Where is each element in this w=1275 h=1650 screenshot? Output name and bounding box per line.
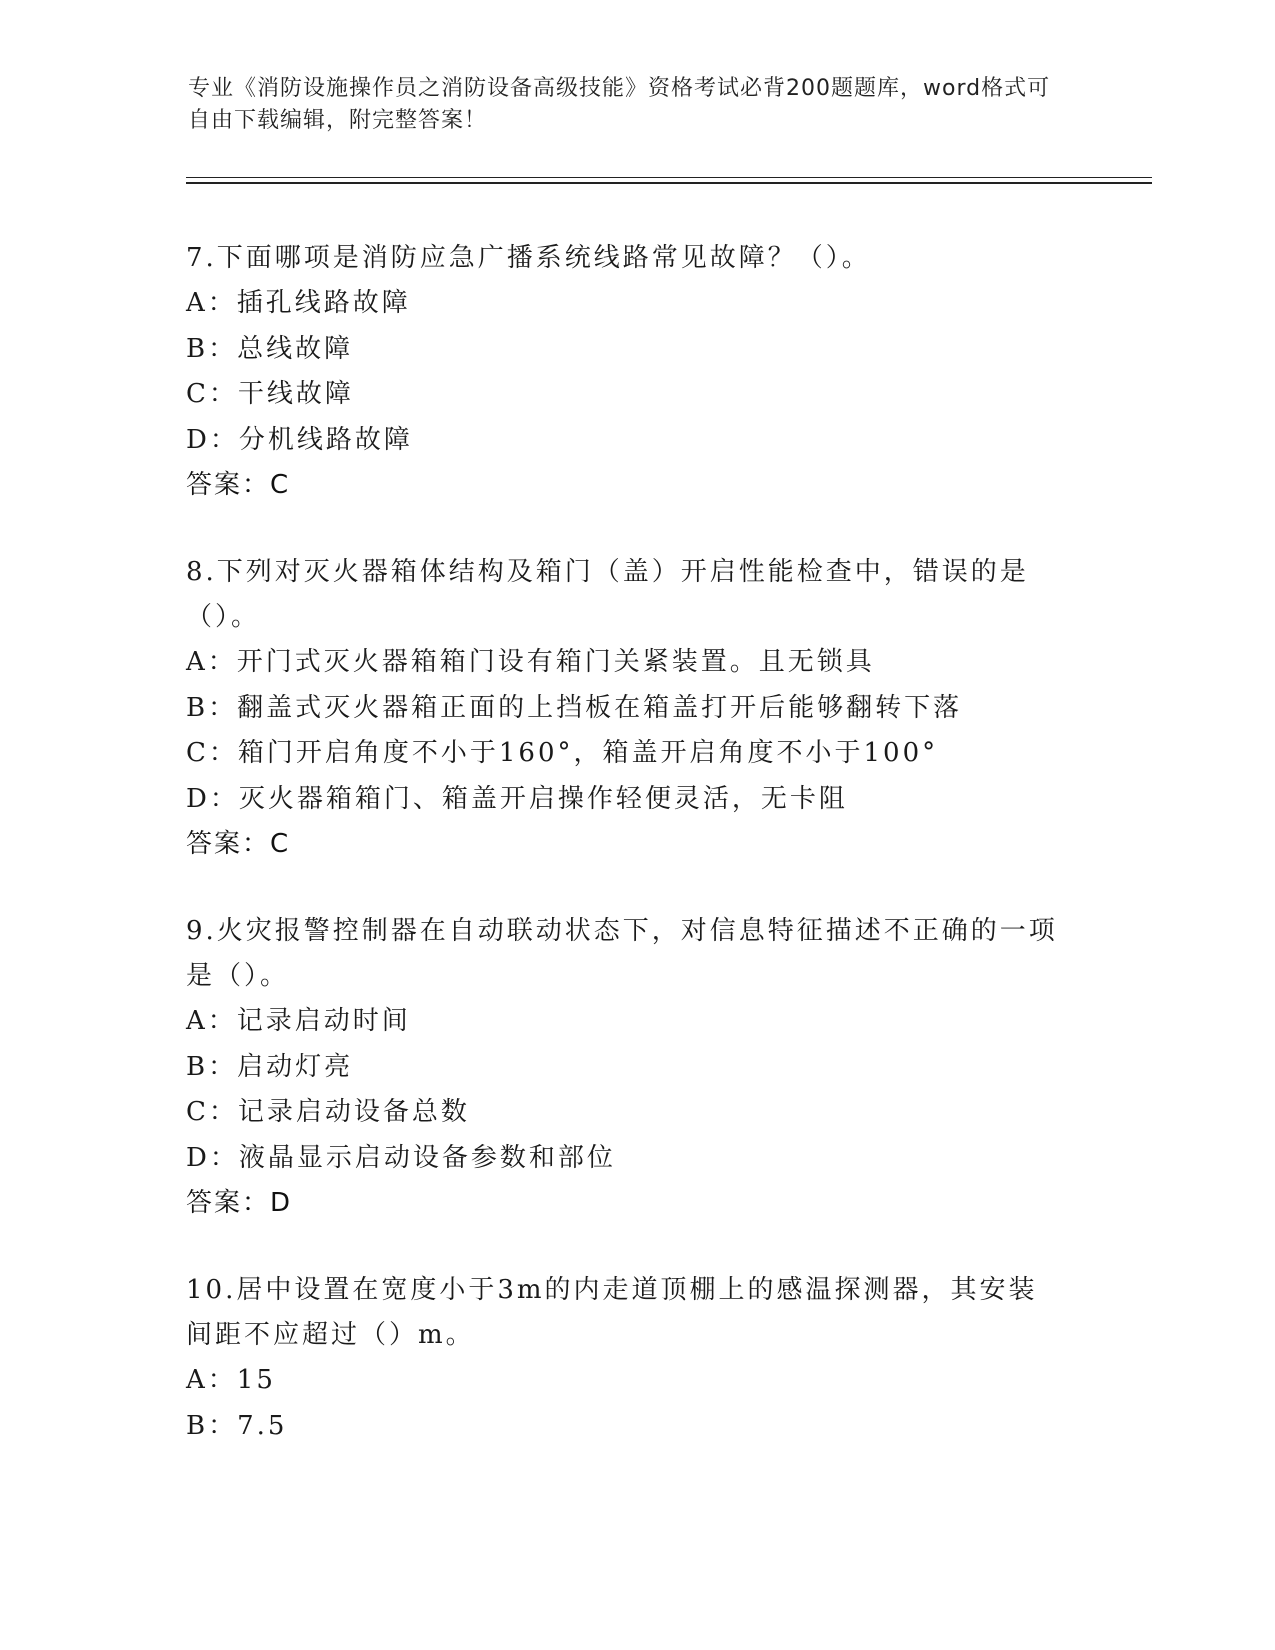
answer: 答案：C bbox=[186, 470, 291, 500]
answer: 答案：D bbox=[186, 1188, 293, 1218]
option-b: B：翻盖式灭火器箱正面的上挡板在箱盖打开后能够翻转下落 bbox=[186, 692, 963, 723]
question-stem: 10.居中设置在宽度小于3m的内走道顶棚上的感温探测器，其安装间距不应超过（）m。 bbox=[186, 1275, 1038, 1350]
question-stem: 9.火灾报警控制器在自动联动状态下，对信息特征描述不正确的一项是（）。 bbox=[186, 916, 1058, 991]
option-c: C：记录启动设备总数 bbox=[186, 1097, 470, 1127]
question-list bbox=[186, 236, 1066, 1491]
question-7 bbox=[186, 236, 1066, 508]
option-a: A：15 bbox=[186, 1365, 276, 1395]
option-b: B：启动灯亮 bbox=[186, 1051, 354, 1082]
option-d: D：分机线路故障 bbox=[186, 424, 413, 455]
option-b: B：7.5 bbox=[186, 1410, 288, 1441]
header-divider-thin bbox=[186, 177, 1152, 178]
option-d: D：液晶显示启动设备参数和部位 bbox=[186, 1142, 616, 1173]
option-c: C：箱门开启角度不小于160°，箱盖开启角度不小于100° bbox=[186, 738, 939, 768]
option-a: A：插孔线路故障 bbox=[186, 288, 411, 318]
question-10 bbox=[186, 1268, 1066, 1449]
question-stem: 8.下列对灭火器箱体结构及箱门（盖）开启性能检查中，错误的是（）。 bbox=[186, 557, 1029, 632]
option-a: A：记录启动时间 bbox=[186, 1006, 411, 1036]
option-d: D：灭火器箱箱门、箱盖开启操作轻便灵活，无卡阻 bbox=[186, 783, 848, 814]
question-stem: 7.下面哪项是消防应急广播系统线路常见故障？（）。 bbox=[186, 243, 871, 273]
question-8 bbox=[186, 550, 1066, 867]
question-9 bbox=[186, 909, 1066, 1226]
header-divider-thick bbox=[186, 182, 1152, 184]
option-c: C：干线故障 bbox=[186, 379, 354, 409]
answer: 答案：C bbox=[186, 829, 291, 859]
option-b: B：总线故障 bbox=[186, 333, 354, 364]
option-a: A：开门式灭火器箱箱门设有箱门关紧装置。且无锁具 bbox=[186, 647, 875, 677]
document-header: 专业《消防设施操作员之消防设备高级技能》资格考试必背200题题库，word格式可自由下载编辑，附完整答案！ bbox=[188, 76, 1051, 133]
